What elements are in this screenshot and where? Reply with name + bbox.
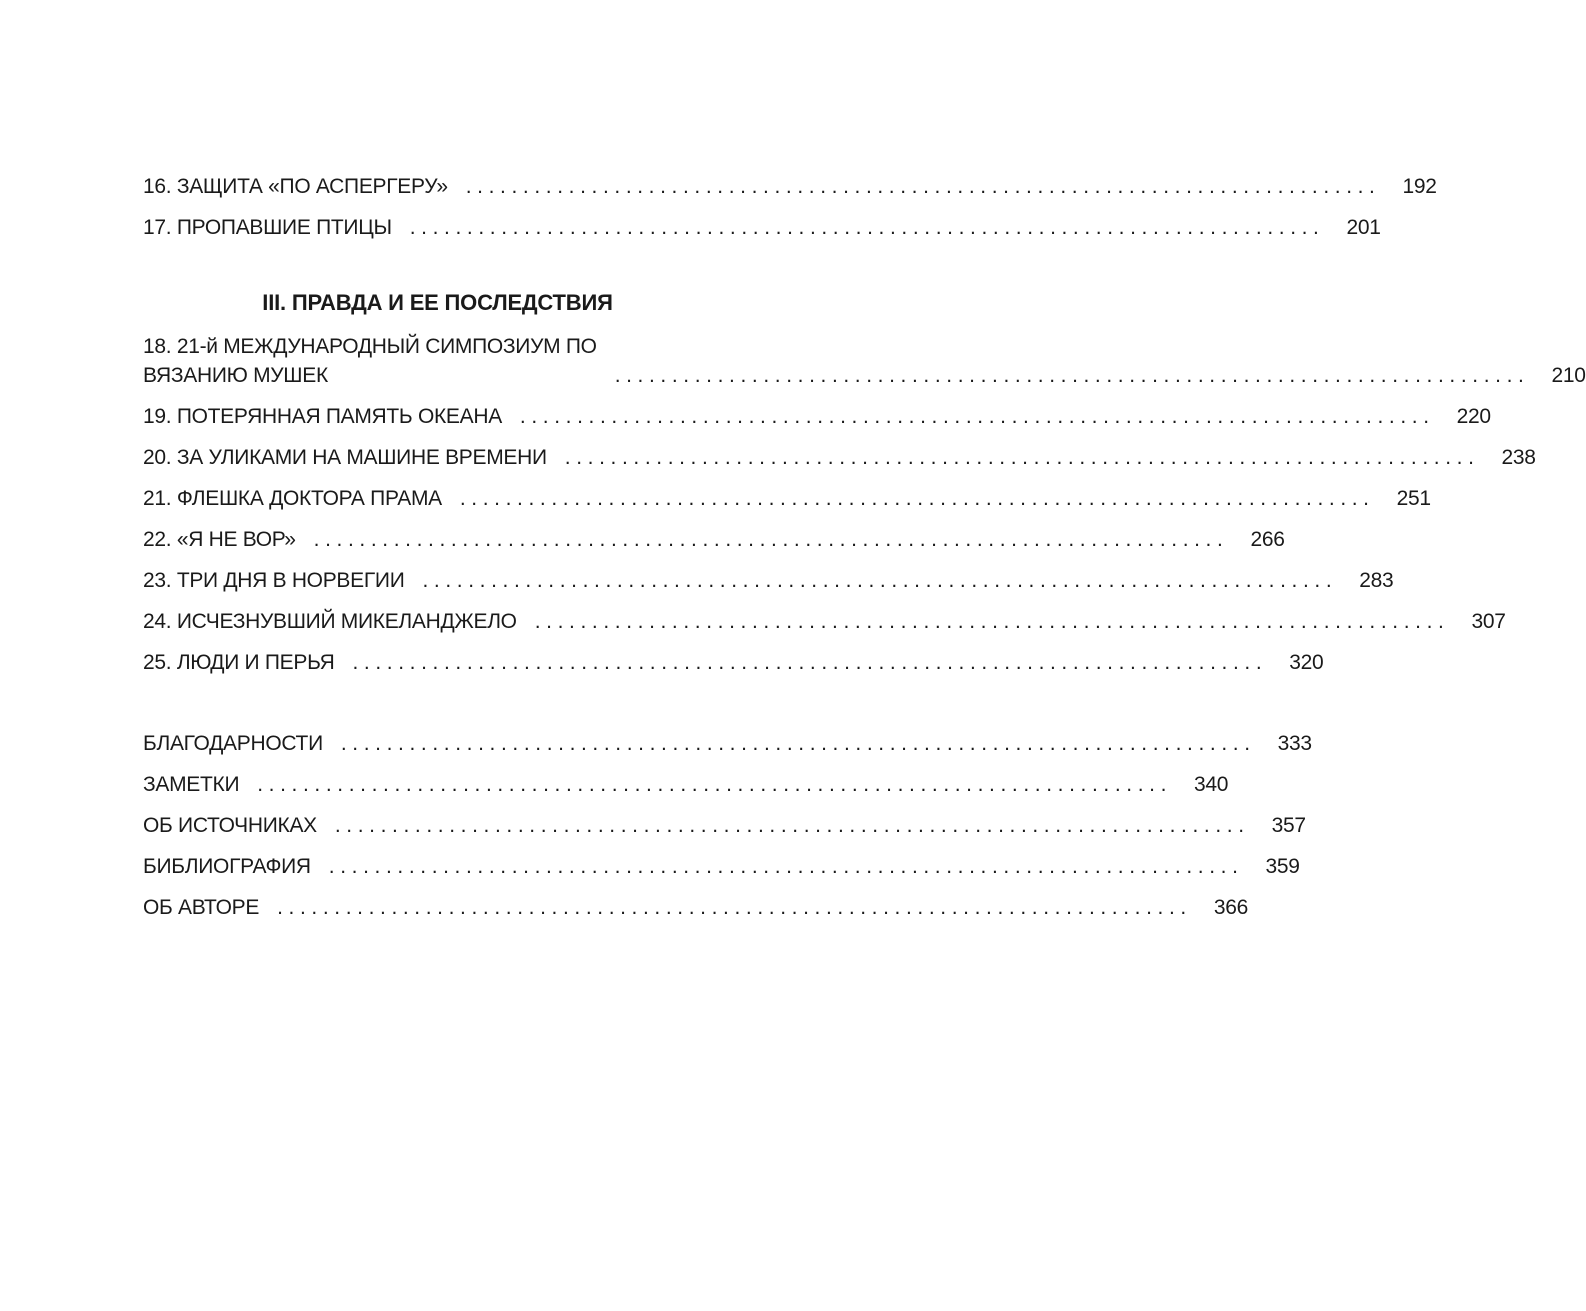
dot-leader: ................................................................................: [465, 175, 1381, 198]
section-spacer: [143, 689, 732, 729]
toc-entry-page: 201: [1346, 216, 1381, 239]
toc-entry-page: 210: [1551, 364, 1586, 387]
dot-leader: ................................................................................: [277, 896, 1192, 919]
dot-leader: ................................................................................: [614, 364, 1530, 387]
toc-entry-sources[interactable]: [143, 811, 1306, 852]
dot-leader: ................................................................................: [352, 651, 1268, 674]
table-of-contents: [143, 172, 1586, 934]
toc-entry-25[interactable]: [143, 648, 1324, 689]
toc-entry-page: 357: [1271, 814, 1306, 837]
dot-leader: ................................................................................: [334, 814, 1250, 837]
toc-entry-title: [143, 332, 597, 390]
toc-entry-title: 19. ПОТЕРЯННАЯ ПАМЯТЬ ОКЕАНА: [143, 405, 502, 428]
toc-entry-20[interactable]: [143, 443, 1536, 484]
toc-entry-title: ОБ АВТОРЕ: [143, 896, 260, 919]
toc-entry-title: 22. «Я НЕ ВОР»: [143, 528, 296, 551]
toc-entry-16[interactable]: [143, 172, 1437, 213]
toc-entry-23[interactable]: [143, 566, 1394, 607]
dot-leader: ................................................................................: [409, 216, 1325, 239]
toc-entry-title: БЛАГОДАРНОСТИ: [143, 732, 323, 755]
toc-entry-title: БИБЛИОГРАФИЯ: [143, 855, 311, 878]
toc-entry-17[interactable]: [143, 213, 1381, 254]
toc-entry-page: 251: [1396, 487, 1431, 510]
toc-entry-notes[interactable]: [143, 770, 1229, 811]
toc-entry-21[interactable]: [143, 484, 1431, 525]
toc-entry-page: 266: [1250, 528, 1285, 551]
toc-entry-19[interactable]: [143, 402, 1491, 443]
dot-leader: ................................................................................: [313, 528, 1229, 551]
toc-entry-18[interactable]: [143, 332, 1586, 402]
toc-entry-22[interactable]: [143, 525, 1285, 566]
toc-entry-title-line-1: 18. 21-й МЕЖДУНАРОДНЫЙ СИМПОЗИУМ ПО: [143, 335, 597, 358]
toc-entry-title: 17. ПРОПАВШИЕ ПТИЦЫ: [143, 216, 392, 239]
toc-entry-title-line-2: ВЯЗАНИЮ МУШЕК: [143, 364, 328, 387]
toc-entry-page: 333: [1277, 732, 1312, 755]
toc-entry-title: 21. ФЛЕШКА ДОКТОРА ПРАМА: [143, 487, 442, 510]
dot-leader: ................................................................................: [564, 446, 1480, 469]
toc-entry-page: 359: [1265, 855, 1300, 878]
toc-entry-page: 192: [1402, 175, 1437, 198]
dot-leader: ................................................................................: [534, 610, 1450, 633]
dot-leader: ................................................................................: [459, 487, 1375, 510]
toc-entry-acknowledgements[interactable]: [143, 729, 1312, 770]
toc-entry-title: 20. ЗА УЛИКАМИ НА МАШИНЕ ВРЕМЕНИ: [143, 446, 547, 469]
dot-leader: ................................................................................: [328, 855, 1244, 878]
toc-entry-page: 320: [1289, 651, 1324, 674]
toc-entry-title: 23. ТРИ ДНЯ В НОРВЕГИИ: [143, 569, 405, 592]
section-heading-part-3: III. ПРАВДА И ЕЕ ПОСЛЕДСТВИЯ: [262, 290, 613, 315]
dot-leader: ................................................................................: [519, 405, 1435, 428]
toc-entry-about-author[interactable]: [143, 893, 1248, 934]
dot-leader: ................................................................................: [340, 732, 1256, 755]
toc-entry-24[interactable]: [143, 607, 1506, 648]
toc-entry-page: 220: [1456, 405, 1491, 428]
dot-leader: ................................................................................: [422, 569, 1338, 592]
toc-entry-title: ОБ ИСТОЧНИКАХ: [143, 814, 317, 837]
toc-entry-title: 16. ЗАЩИТА «ПО АСПЕРГЕРУ»: [143, 175, 448, 198]
toc-entry-page: 283: [1359, 569, 1394, 592]
toc-entry-title: 25. ЛЮДИ И ПЕРЬЯ: [143, 651, 335, 674]
toc-entry-title: ЗАМЕТКИ: [143, 773, 240, 796]
toc-entry-title: 24. ИСЧЕЗНУВШИЙ МИКЕЛАНДЖЕЛО: [143, 610, 517, 633]
toc-entry-page: 340: [1194, 773, 1229, 796]
toc-entry-bibliography[interactable]: [143, 852, 1300, 893]
toc-entry-page: 366: [1213, 896, 1248, 919]
toc-entry-page: 238: [1501, 446, 1536, 469]
dot-leader: ................................................................................: [257, 773, 1173, 796]
toc-entry-page: 307: [1471, 610, 1506, 633]
